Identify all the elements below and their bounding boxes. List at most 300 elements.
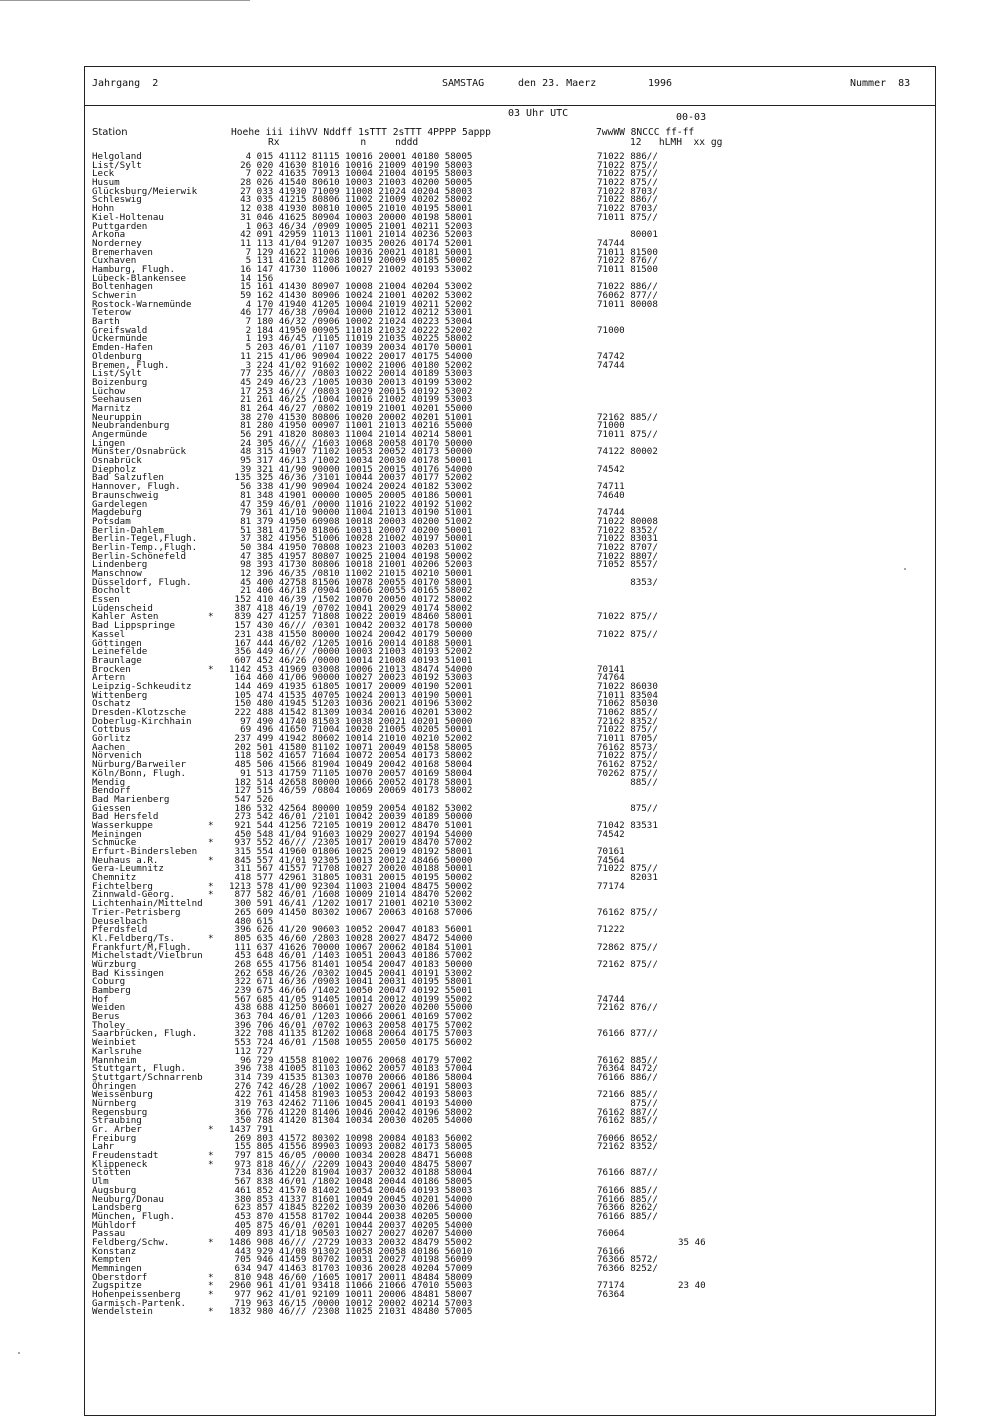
observation-values: 453 870 41558 81702 10044 20038 40205 50000: [229, 1210, 473, 1222]
table-row: [92, 463, 932, 475]
observation-values: 1213 578 41/00 92304 11003 21004 48475 50002: [229, 880, 473, 892]
weather-codes: 72166 885//: [597, 1089, 658, 1101]
observation-values: 322 708 41135 81202 10068 20064 40175 57003: [229, 1028, 473, 1040]
station-name: Braunschweig: [92, 489, 159, 501]
table-row: [92, 1245, 932, 1257]
code-columns-subheader: 12 hLMH xx gg: [630, 137, 723, 148]
observation-values: 977 962 41/01 92109 10011 20006 48481 58007: [229, 1289, 473, 1301]
weather-codes: 71022 876//: [597, 255, 658, 267]
observation-values: 27 033 41930 71009 11008 21024 40204 58003: [229, 185, 473, 197]
table-row: [92, 324, 932, 336]
observation-values: 45 400 42758 81506 10078 20055 40170 58001: [229, 576, 473, 588]
station-name: Emden-Hafen: [92, 342, 153, 354]
table-row: [92, 489, 932, 501]
table-row: [92, 335, 932, 344]
station-name: Passau: [92, 1228, 126, 1240]
weather-codes: 74564: [597, 854, 625, 866]
weather-codes: 76366 8262/: [597, 1202, 658, 1214]
table-row: [92, 709, 932, 718]
weather-codes: 71062 885//: [597, 707, 658, 718]
weather-codes: 74764: [597, 672, 625, 684]
table-row: [92, 515, 932, 527]
station-name: Erfurt-Bindersleben: [92, 846, 198, 857]
observation-values: 182 514 42658 80000 10066 20052 40178 58001: [229, 776, 473, 788]
volume-label: Jahrgang 2: [92, 78, 159, 89]
station-name: Öhringen: [92, 1080, 137, 1092]
weather-codes: 72162 875//: [597, 958, 658, 970]
weather-codes: 71022 8807/: [597, 550, 658, 562]
observation-values: 7 180 46/32 /0906 10002 21024 40223 53004: [229, 316, 473, 328]
weather-codes: 72162 876//: [597, 1002, 658, 1014]
station-name: Klippeneck: [92, 1158, 148, 1170]
observation-values: 443 929 41/08 91302 10058 20058 40186 56010: [229, 1245, 473, 1257]
table-row: [92, 205, 932, 214]
header-rule: [84, 105, 936, 106]
observation-values: 276 742 46/28 /1002 10067 20061 40191 58003: [229, 1080, 473, 1092]
weather-codes: 76162 887//: [597, 1106, 658, 1118]
observation-values: 12 396 46/35 /0810 11002 21015 40210 50001: [229, 568, 473, 579]
station-table: [92, 153, 932, 1317]
station-name: Seehausen: [92, 394, 142, 406]
station-name: Leck: [92, 168, 115, 180]
weather-codes: 76166 885//: [597, 1184, 658, 1196]
observation-values: 16 147 41730 11006 10027 21002 40193 53002: [229, 263, 473, 275]
weather-codes: 71011 81500: [597, 246, 658, 258]
station-name: Schwerin: [92, 290, 137, 301]
observation-values: 79 361 41/10 90000 11004 21013 40190 51001: [229, 507, 473, 519]
observation-values: 112 727: [229, 1045, 274, 1057]
table-row: [92, 839, 932, 848]
observation-values: 186 532 42564 80000 10059 20054 40182 53002: [229, 802, 473, 814]
station-name: München, Flugh.: [92, 1210, 175, 1222]
weather-codes: 72162 885//: [597, 411, 658, 423]
observation-values: 553 724 46/01 /1508 10055 20050 40175 56002: [229, 1037, 473, 1049]
station-name: Düsseldorf, Flugh.: [92, 576, 192, 588]
station-name: Bad Kissingen: [92, 967, 164, 979]
weather-codes: 71011 80008: [597, 298, 658, 310]
observation-values: 127 515 46/59 /0804 10069 20069 40173 58002: [229, 785, 473, 797]
station-name: Schmücke: [92, 837, 137, 849]
weather-codes: 74122 80002: [597, 446, 658, 458]
table-row: [92, 344, 932, 353]
weather-codes: 76366 8572/: [597, 1254, 658, 1266]
station-name: Teterow: [92, 307, 131, 319]
weather-codes: 71022 83031: [597, 533, 658, 545]
table-row: [92, 1045, 932, 1057]
table-row: [92, 674, 932, 683]
station-name: Ückermünde: [92, 333, 148, 345]
period-label: 00-03: [676, 112, 707, 123]
table-row: [92, 741, 932, 753]
weekday-label: SAMSTAG: [442, 78, 485, 89]
table-row: [92, 1204, 932, 1213]
station-name: Oberstdorf: [92, 1271, 148, 1283]
table-row: [92, 622, 932, 631]
table-row: [92, 848, 932, 857]
observation-values: 135 325 46/36 /3101 10044 20037 40177 52002: [229, 472, 473, 484]
station-name: Straubing: [92, 1115, 142, 1127]
weather-codes: 70262 875//: [597, 767, 658, 779]
station-name: Freiburg: [92, 1132, 137, 1144]
table-row: [92, 1210, 932, 1222]
station-name: Deuselbach: [92, 915, 148, 927]
weather-codes: 71022 80008: [597, 515, 658, 527]
table-row: [92, 1106, 932, 1118]
table-row: [92, 448, 932, 457]
weather-codes: 8353/: [597, 576, 658, 588]
weather-codes: 76166: [597, 1245, 625, 1257]
table-row: [92, 776, 932, 788]
scan-speck: [18, 1352, 20, 1354]
weather-codes: 71022 8707/: [597, 541, 658, 553]
table-row: [92, 689, 932, 701]
weather-codes: 885//: [597, 776, 658, 788]
table-row: [92, 237, 932, 249]
station-name: Braunlage: [92, 654, 142, 666]
table-row: [92, 1054, 932, 1066]
observation-values: 396 706 46/01 /0702 10063 20058 40175 57002: [229, 1019, 473, 1031]
weather-codes: 82031: [597, 872, 658, 884]
table-row: [92, 498, 932, 510]
station-name: Glücksburg/Meierwik: [92, 185, 198, 197]
observation-values: 7 129 41622 11006 10036 20021 40181 50001: [229, 246, 473, 258]
observation-values: 77 235 46/// /0803 10022 20014 40189 53003: [229, 368, 473, 380]
station-name: Berlin-Temp.,Flugh.: [92, 541, 198, 553]
scan-speck: [904, 568, 906, 570]
station-name: Stuttgart, Flugh.: [92, 1063, 187, 1075]
station-name: Augsburg: [92, 1184, 137, 1196]
station-name: Boltenhagen: [92, 281, 153, 293]
station-name: List/Sylt: [92, 368, 142, 380]
table-row: [92, 153, 932, 162]
weather-codes: 71022 875//: [597, 750, 658, 762]
observation-values: 409 893 41/18 90503 10027 20027 40207 54000: [229, 1228, 473, 1240]
observation-values: 105 474 41535 40705 10024 20013 40190 50001: [229, 689, 473, 701]
observation-values: 405 875 46/01 /0201 10044 20037 40205 54000: [229, 1219, 473, 1231]
table-row: [92, 654, 932, 666]
station-name: Hof: [92, 993, 109, 1005]
mountain-marker: *: [208, 1236, 214, 1248]
table-row: [92, 1271, 932, 1283]
observation-values: 2 184 41950 00905 11018 21032 40222 52002: [229, 324, 473, 336]
mountain-marker: *: [208, 837, 214, 849]
observation-values: 623 857 41845 82202 10039 20030 40206 54000: [229, 1202, 473, 1214]
observation-values: 268 655 41756 81401 10054 20047 40183 50000: [229, 958, 473, 970]
weather-codes: 74711: [597, 481, 625, 493]
observation-values: 21 261 46/25 /1004 10016 21002 40199 53003: [229, 394, 473, 406]
station-name: Meiningen: [92, 828, 142, 840]
weather-codes: 76364: [597, 1289, 625, 1301]
observation-values: 1486 908 46/// /2729 10033 20032 48479 55002: [229, 1236, 473, 1248]
station-name: Lichtenhain/Mittelnd: [92, 898, 203, 910]
observation-values: 91 513 41759 71105 10070 20057 40169 58004: [229, 767, 473, 779]
table-row: [92, 761, 932, 770]
station-name: Greifswald: [92, 324, 148, 336]
table-row: [92, 993, 932, 1005]
observation-values: 262 658 46/26 /0302 10045 20041 40191 53002: [229, 967, 473, 979]
observation-values: 438 688 41250 80601 10027 20020 40200 55000: [229, 1002, 473, 1014]
observation-values: 315 554 41960 01806 10025 20019 40192 58001: [229, 846, 473, 857]
observation-values: 396 738 41005 81103 10062 20057 40183 57004: [229, 1063, 473, 1075]
station-name: Berlin-Tegel,Flugh.: [92, 533, 198, 545]
weather-codes: 71022 886//: [597, 194, 658, 206]
mountain-marker: *: [208, 889, 214, 901]
weather-codes: 80001: [597, 229, 658, 241]
observation-values: 363 704 46/01 /1203 10066 20061 40169 57002: [229, 1011, 473, 1023]
station-name: Nürnberg: [92, 1097, 137, 1109]
observation-values: 111 637 41626 70000 10067 20062 40184 51001: [229, 941, 473, 953]
table-row: [92, 220, 932, 232]
table-row: [92, 680, 932, 692]
observation-values: 56 338 41/90 90904 10024 20024 40182 53002: [229, 481, 473, 493]
station-name: Berus: [92, 1011, 120, 1023]
observation-values: 11 113 41/04 91207 10035 20026 40174 52001: [229, 237, 473, 249]
observation-values: 42 091 42959 11013 11001 21014 40236 52003: [229, 229, 473, 241]
station-name: Freudenstadt: [92, 1150, 159, 1162]
mountain-marker: *: [208, 880, 214, 892]
observation-values: 2960 961 41/01 93418 11066 21066 47010 55003: [229, 1280, 473, 1292]
observation-values: 239 675 46/66 /1402 10050 20047 40192 55001: [229, 985, 473, 996]
weather-codes: 71022 875//: [597, 168, 658, 180]
station-name: Magdeburg: [92, 507, 142, 519]
station-name: Kiel-Holtenau: [92, 211, 164, 223]
observation-values: 51 381 41750 81806 10031 20007 40200 50001: [229, 524, 473, 536]
station-name: Chemnitz: [92, 872, 137, 884]
station-name: Lingen: [92, 437, 126, 449]
station-name: Hannover, Flugh.: [92, 481, 181, 493]
observation-values: 69 496 41650 71004 10020 21005 40205 50001: [229, 724, 473, 736]
station-name: Hohn: [92, 203, 115, 215]
observation-values: 356 449 46/// /0000 10003 21003 40193 52002: [229, 646, 473, 658]
station-name: Norderney: [92, 237, 142, 249]
table-row: [92, 819, 932, 831]
observation-values: 797 815 46/05 /0000 10034 20028 48471 56008: [229, 1150, 473, 1162]
table-row: [92, 1132, 932, 1144]
weather-codes: 71022 875//: [597, 724, 658, 736]
observation-values: 157 430 46/// /0301 10042 20032 40178 50000: [229, 620, 473, 632]
station-name: Konstanz: [92, 1245, 137, 1257]
station-name: Neuruppin: [92, 411, 142, 423]
table-row: [92, 550, 932, 562]
station-name: Osnabrück: [92, 455, 142, 467]
table-row: [92, 1230, 932, 1239]
weather-codes: 76066 8652/: [597, 1132, 658, 1144]
table-row: [92, 793, 932, 805]
table-row: [92, 483, 932, 492]
table-row: [92, 813, 932, 822]
table-row: [92, 1308, 932, 1317]
observation-values: 719 963 46/15 /0000 10012 20002 40214 57003: [229, 1297, 473, 1309]
mountain-marker: *: [208, 1306, 214, 1318]
observation-values: 95 317 46/13 /1002 10034 20030 40178 50001: [229, 455, 473, 467]
weather-codes: 76166 885//: [597, 1210, 658, 1222]
observation-values: 11 215 41/06 90904 10022 20017 40175 54000: [229, 350, 473, 362]
table-row: [92, 715, 932, 727]
weather-codes: 76062 877//: [597, 290, 658, 301]
station-name: Görlitz: [92, 733, 131, 745]
table-row: [92, 752, 932, 761]
table-row: [92, 402, 932, 414]
table-row: [92, 246, 932, 258]
table-row: [92, 1065, 932, 1074]
station-name: Cottbus: [92, 724, 131, 736]
observation-values: 37 382 41956 51006 10028 21002 40197 50001: [229, 533, 473, 545]
table-row: [92, 1004, 932, 1013]
table-row: [92, 587, 932, 596]
table-row: [92, 437, 932, 449]
table-row: [92, 828, 932, 840]
observation-values: 973 818 46/// /2209 10043 20040 48475 58007: [229, 1158, 473, 1170]
weather-codes: 71022 875//: [597, 863, 658, 875]
station-name: Stuttgart/Schnarrenb: [92, 1071, 203, 1083]
mountain-marker: *: [208, 1271, 214, 1283]
mountain-marker: *: [208, 1150, 214, 1162]
observation-values: 810 948 46/60 /1605 10017 20011 48484 58009: [229, 1271, 473, 1283]
observation-values: 47 385 41957 80807 10025 21004 40198 50002: [229, 550, 473, 562]
weather-codes: 76162 885//: [597, 1115, 658, 1127]
weather-codes: 76162 8573/: [597, 741, 658, 753]
table-row: [92, 509, 932, 518]
weather-codes: 71011 83504: [597, 689, 658, 701]
station-name: Garmisch-Partenk.: [92, 1297, 187, 1309]
table-row: [92, 596, 932, 605]
observation-values: 485 506 41566 81904 10049 20042 40168 58004: [229, 759, 473, 771]
table-row: [92, 561, 932, 570]
weather-codes: 71022 875//: [597, 159, 658, 171]
table-row: [92, 474, 932, 483]
station-name: Saarbrücken, Flugh.: [92, 1028, 198, 1040]
observation-values: 319 763 42462 71106 10045 20041 40193 54000: [229, 1097, 473, 1109]
observation-values: 705 946 41459 80702 10031 20027 40198 56009: [229, 1254, 473, 1266]
station-name: Helgoland: [92, 151, 142, 162]
station-name: Bendorf: [92, 785, 131, 797]
station-name: Berlin-Schönefeld: [92, 550, 187, 562]
observation-values: 7 022 41635 70913 10004 21004 40195 58003: [229, 168, 473, 180]
observation-values: 839 427 41257 71808 10022 20019 48460 58001: [229, 611, 473, 623]
station-name: Barth: [92, 316, 120, 328]
table-row: [92, 926, 932, 935]
station-name: Boizenburg: [92, 376, 148, 388]
station-name: Kempten: [92, 1254, 131, 1266]
station-name: Würzburg: [92, 958, 137, 970]
weather-codes: 71062 85030: [597, 698, 658, 710]
observation-values: 350 788 41420 81304 10034 20030 40205 54000: [229, 1115, 473, 1127]
weather-codes: 71022 8703/: [597, 203, 658, 215]
observation-values: 387 418 46/19 /0702 10041 20029 40174 58002: [229, 602, 473, 614]
station-name: Trier-Petrisberg: [92, 906, 181, 918]
observation-values: 567 838 46/01 /1802 10048 20044 40186 58005: [229, 1176, 473, 1188]
station-name: Bad Salzuflen: [92, 472, 164, 484]
table-row: [92, 958, 932, 970]
observation-values: 3 224 41/02 91602 10002 21006 40180 52002: [229, 359, 473, 371]
station-name: Potsdam: [92, 515, 131, 527]
weather-codes: 71000: [597, 324, 625, 336]
station-name: Stötten: [92, 1167, 131, 1179]
table-row: [92, 263, 932, 275]
table-row: [92, 431, 932, 440]
station-name: Neuburg/Donau: [92, 1193, 164, 1205]
observation-values: 56 291 41820 80803 11004 21014 40214 58001: [229, 429, 473, 440]
observation-values: 418 577 42961 31805 10031 20015 40195 50002: [229, 872, 473, 884]
weather-codes: 74744: [597, 359, 625, 371]
station-name: Diepholz: [92, 463, 137, 475]
station-name: Weissenburg: [92, 1089, 153, 1101]
observation-values: 567 685 41/05 91405 10014 20012 40199 55002: [229, 993, 473, 1005]
table-row: [92, 535, 932, 544]
table-row: [92, 524, 932, 536]
table-row: [92, 576, 932, 588]
weather-codes: 76162 885//: [597, 1054, 658, 1066]
observation-values: 118 502 41657 71604 10072 20054 40173 58002: [229, 750, 473, 762]
observation-values: 12 038 41930 80810 10005 21010 40195 58001: [229, 203, 473, 215]
station-name: Mendig: [92, 776, 126, 788]
station-name: Kassel: [92, 628, 126, 640]
observation-values: 45 249 46/23 /1005 10030 20013 40199 53002: [229, 376, 473, 388]
observation-values: 31 046 41625 80904 10003 20000 40198 58001: [229, 211, 473, 223]
observation-values: 634 947 41463 81703 10036 20028 40204 57009: [229, 1263, 473, 1274]
station-name: Gr. Arber: [92, 1124, 142, 1135]
table-row: [92, 967, 932, 979]
observation-values: 4 170 41940 41205 10004 21019 40211 52002: [229, 298, 473, 310]
station-name: Oldenburg: [92, 350, 142, 362]
observation-values: 1 063 46/34 /0909 10005 21001 40211 52003: [229, 220, 473, 232]
date-label: den 23. Maerz: [518, 78, 597, 89]
table-row: [92, 1297, 932, 1309]
observation-values: 150 480 41945 51203 10036 20021 40196 53002: [229, 698, 473, 710]
station-name: Artern: [92, 672, 126, 684]
station-name: Lindenberg: [92, 559, 148, 571]
weather-codes: 74744: [597, 237, 625, 249]
observation-values: 607 452 46/26 /0000 10014 21008 40193 51001: [229, 654, 473, 666]
station-name: Hamburg, Flugh.: [92, 263, 175, 275]
station-name: Regensburg: [92, 1106, 148, 1118]
weather-codes: 71222: [597, 924, 625, 936]
weather-codes: 76166 887//: [597, 1167, 658, 1179]
observation-values: 144 469 41935 61805 10017 20009 40190 52001: [229, 680, 473, 692]
observation-values: 98 393 41730 80806 10018 21001 40206 52003: [229, 559, 473, 571]
observation-values: 450 548 41/04 91603 10029 20027 40194 54000: [229, 828, 473, 840]
observation-values: 43 035 41215 80806 11002 21009 40202 58002: [229, 194, 473, 206]
observation-values: 5 131 41621 81208 10019 20009 40185 50002: [229, 255, 473, 267]
table-row: [92, 1143, 932, 1152]
weather-codes: 71052 8557/: [597, 559, 658, 571]
table-row: [92, 211, 932, 223]
observation-values: 39 321 41/90 90000 10015 20015 40176 54000: [229, 463, 473, 475]
observation-values: 222 488 41542 81309 10034 20016 40201 53002: [229, 707, 473, 718]
table-row: [92, 1158, 932, 1170]
table-row: [92, 411, 932, 423]
observation-values: 1142 453 41969 03008 10006 21013 48474 54000: [229, 663, 473, 675]
station-name: Bad Lippspringe: [92, 620, 175, 632]
station-name: Neuhaus a.R.: [92, 854, 159, 866]
observation-values: 24 305 46/// /1603 10068 20058 40170 50000: [229, 437, 473, 449]
table-row: [92, 663, 932, 675]
scan-edge: [0, 0, 250, 1]
table-row: [92, 1256, 932, 1265]
table-row: [92, 1013, 932, 1022]
station-name: Neubrandenburg: [92, 420, 170, 432]
table-row: [92, 1091, 932, 1100]
station-name: Bamberg: [92, 985, 131, 996]
weather-codes: 71011 875//: [597, 211, 658, 223]
table-row: [92, 787, 932, 796]
table-row: [92, 637, 932, 649]
weather-codes: 74744: [597, 507, 625, 519]
observation-values: 96 729 41558 81002 10076 20068 40179 57002: [229, 1054, 473, 1066]
table-row: [92, 952, 932, 961]
weather-codes: 74640: [597, 489, 625, 501]
table-row: [92, 396, 932, 405]
